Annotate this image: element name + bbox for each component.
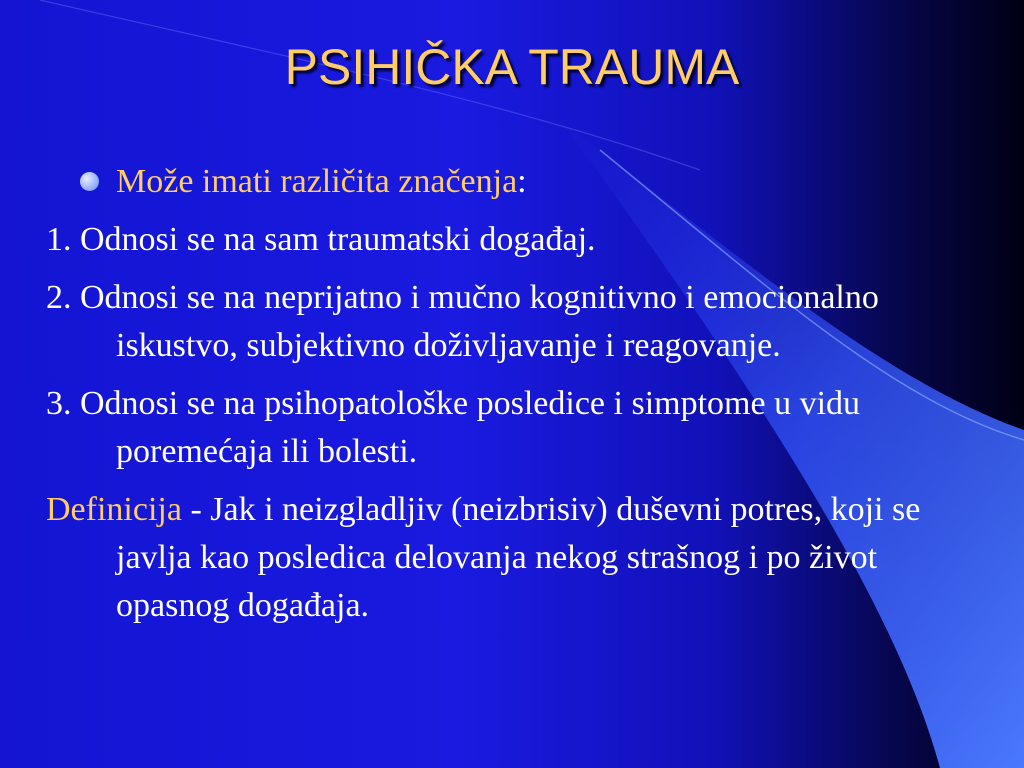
intro-text: Može imati različita značenja [116, 163, 518, 200]
slide-title: PSIHIČKA TRAUMA [284, 39, 740, 95]
slide-content [46, 158, 976, 640]
meaning-item-1: 1. Odnosi se na sam traumatski događaj. [46, 221, 596, 258]
definition-text: - Jak i neizgladljiv (neizbrisiv) duševni potres, koji se javlja kao posledica delovanja nekog strašnog i po život opasnog događaja. [116, 491, 921, 624]
meaning-item-2: 2. Odnosi se na neprijatno i mučno kognitivno i emocionalno iskustvo, subjektivno doživljavanje i reagovanje. [46, 279, 879, 364]
definition-paragraph [46, 486, 976, 630]
definition-term: Definicija [46, 491, 182, 528]
bullet-icon [80, 172, 99, 191]
intro-suffix: : [517, 163, 527, 200]
intro-bullet [46, 158, 976, 206]
meaning-item-3: 3. Odnosi se na psihopatološke posledice i simptome u vidu poremećaja ili bolesti. [46, 385, 861, 470]
